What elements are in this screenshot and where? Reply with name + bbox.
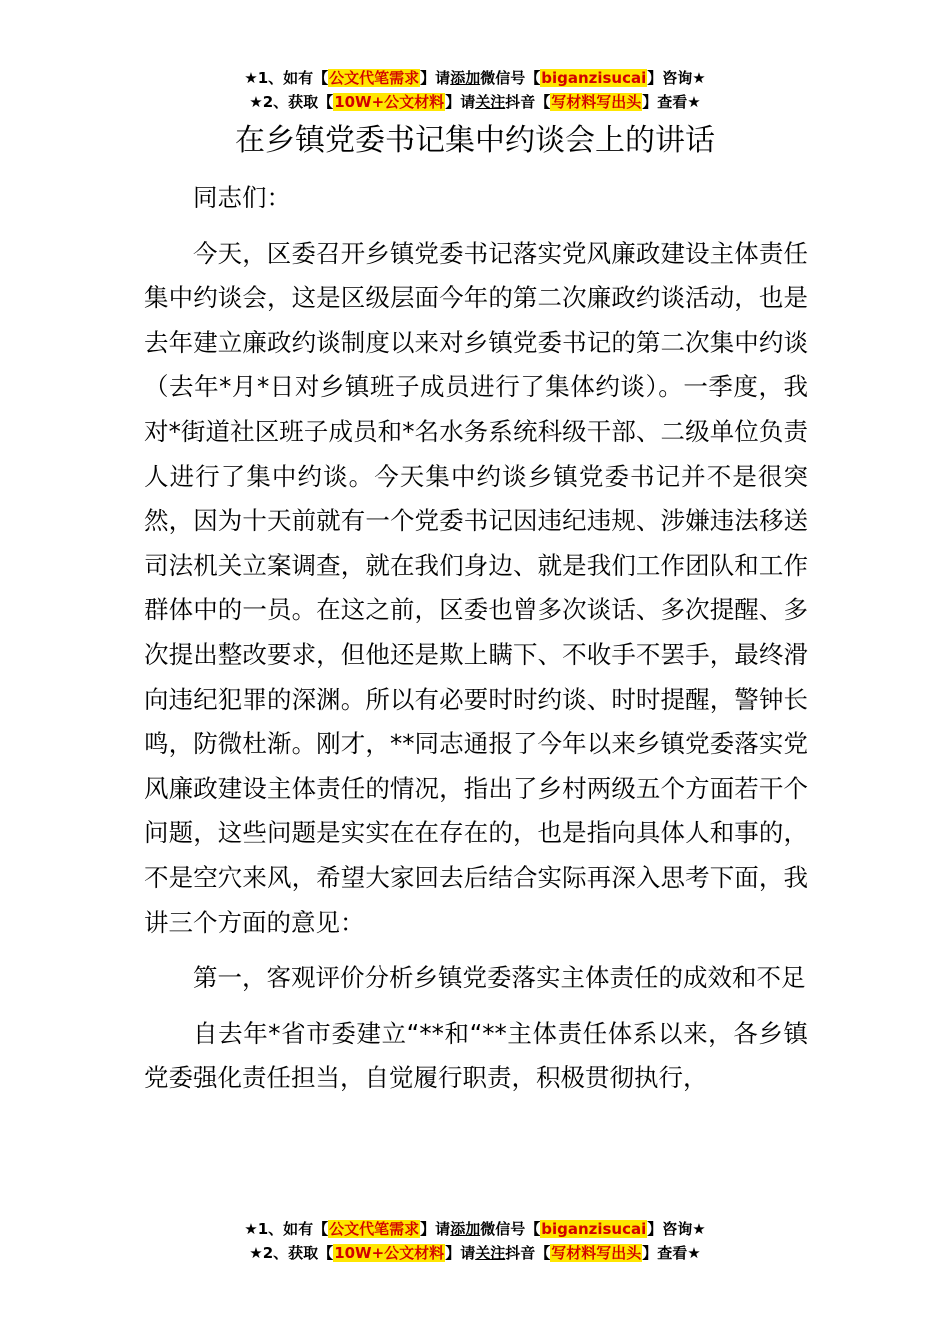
banner-text: ★1、如有【 xyxy=(244,69,329,87)
banner-highlight: 公文代笔需求 xyxy=(329,1220,420,1238)
banner-text: 微信号【 xyxy=(480,1220,541,1238)
banner-emphasis: 添加 xyxy=(450,1220,481,1238)
document-title: 在乡镇党委书记集中约谈会上的讲话 xyxy=(235,123,715,158)
document-body xyxy=(144,176,808,1101)
banner-text: 】咨询★ xyxy=(647,69,706,87)
paragraph-intro: 今天，区委召开乡镇党委书记落实党风廉政建设主体责任集中约谈会，这是区级层面今年的第二次廉政约谈活动，也是去年建立廉政约谈制度以来对乡镇党委书记的第二次集中约谈（去年*月*日对乡镇班子成员进行了集体约谈）。一季度，我对*街道社区班子成员和*名水务系统科级干部、二级单位负责人进行了集中约谈。今天集中约谈乡镇党委书记并不是很突然，因为十天前就有一个党委书记因违纪违规、涉嫌违法移送司法机关立案调查，就在我们身边、就是我们工作团队和工作群体中的一员。在这之前，区委也曾多次谈话、多次提醒、多次提出整改要求，但他还是欺上瞒下、不收手不罢手，最终滑向违纪犯罪的深渊。所以有必要时时约谈、时时提醒，警钟长鸣，防微杜渐。刚才，**同志通报了今年以来乡镇党委落实党风廉政建设主体责任的情况，指出了乡村两级五个方面若干个问题，这些问题是实实在在存在的，也是指向具体人和事的，不是空穴来风，希望大家回去后结合实际再深入思考下面，我讲三个方面的意见： xyxy=(144,238,808,937)
banner-text: ★1、如有【 xyxy=(244,1220,329,1238)
banner-highlight: biganzisucai xyxy=(541,1220,647,1238)
banner-highlight: biganzisucai xyxy=(541,69,647,87)
banner-highlight: 10W+公文材料 xyxy=(334,93,445,111)
banner-text: 抖音【 xyxy=(505,93,551,111)
banner-text: 微信号【 xyxy=(480,69,541,87)
banner-text: 】请 xyxy=(420,69,451,87)
banner-line-2 xyxy=(0,1241,950,1265)
banner-text: 】查看★ xyxy=(642,1244,701,1262)
footer-banner xyxy=(0,1217,950,1265)
banner-emphasis: 添加 xyxy=(450,69,481,87)
banner-highlight: 10W+公文材料 xyxy=(334,1244,445,1262)
banner-text: ★2、获取【 xyxy=(249,93,334,111)
paragraph-section-1: 自去年*省市委建立“**和“**主体责任体系以来，各乡镇党委强化责任担当，自觉履行职责，积极贯彻执行， xyxy=(144,1018,808,1093)
banner-line-1 xyxy=(0,1217,950,1241)
banner-text: 】查看★ xyxy=(642,93,701,111)
banner-text: 】请 xyxy=(420,1220,451,1238)
banner-highlight: 写材料写出头 xyxy=(551,1244,642,1262)
greeting: 同志们： xyxy=(193,183,291,212)
banner-line-2 xyxy=(0,90,950,114)
banner-text: ★2、获取【 xyxy=(249,1244,334,1262)
banner-text: 抖音【 xyxy=(505,1244,551,1262)
header-banner xyxy=(0,66,950,114)
banner-highlight: 公文代笔需求 xyxy=(329,69,420,87)
banner-text: 】请 xyxy=(445,1244,476,1262)
banner-text: 】请 xyxy=(445,93,476,111)
section-heading-1: 第一，客观评价分析乡镇党委落实主体责任的成效和不足 xyxy=(193,963,806,993)
banner-highlight: 写材料写出头 xyxy=(551,93,642,111)
banner-emphasis: 关注 xyxy=(475,1244,506,1262)
banner-text: 】咨询★ xyxy=(647,1220,706,1238)
banner-line-1 xyxy=(0,66,950,90)
banner-emphasis: 关注 xyxy=(475,93,506,111)
